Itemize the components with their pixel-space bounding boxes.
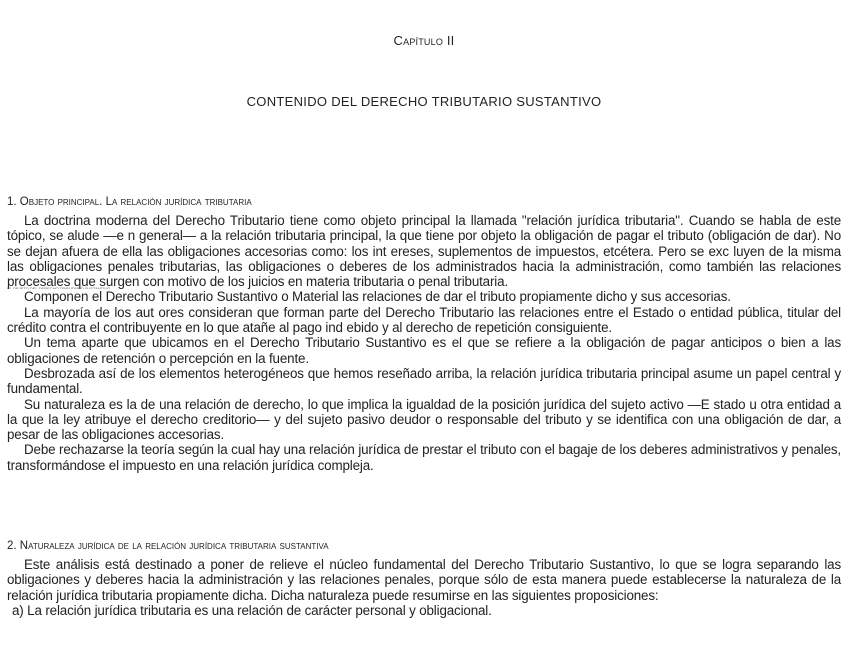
section-heading: 1. Objeto principal. La relación jurídica tributaria <box>7 196 252 208</box>
section-naturaleza-juridica <box>7 539 841 618</box>
paragraph: Su naturaleza es la de una relación de derecho, lo que implica la igualdad de la posición jurídica del sujeto activo —E stado u otra entidad a la que la ley atribuye el derecho creditorio— y del sujeto pasivo deudor o responsable del tributo y se identifica con una obligación de dar, a pesar de las obligaciones accesorias. <box>7 396 841 443</box>
paragraph: Desbrozada así de los elementos heterogéneos que hemos reseñado arriba, la relación jurídica tributaria principal asume un papel central y fundamental. <box>7 365 841 397</box>
section-objeto-principal <box>7 195 841 473</box>
paragraph: Este análisis está destinado a poner de relieve el núcleo fundamental del Derecho Tributario Sustantivo, lo que se logra separando las obligaciones y deberes hacia la administración y las relaciones penales, porque sólo de esta manera puede establecerse la naturaleza de la relación jurídica tributaria propiamente dicha. Dicha naturaleza puede resumirse en las siguientes proposiciones: <box>7 557 841 603</box>
chapter-title: CONTENIDO DEL DERECHO TRIBUTARIO SUSTANTIVO <box>246 94 602 109</box>
paragraph: La doctrina moderna del Derecho Tributario tiene como objeto principal la llamada "relación jurídica tributaria". Cuando se habla de este tópico, se alude —e n general— a la relación tributaria principal, la que tiene por objeto la obligación de pagar el tributo (obligación de dar). No se dejan afuera de ella las obligaciones accesorias como: los int ereses, suplementos de impuestos, etcétera. Pero se exc luyen de la misma las obligaciones penales tributarias, las obligaciones o deberes de los administrados hacia la administración, como también las relaciones procesales que surgen con motivo de los juicios en materia tributaria o penal tributaria. <box>7 213 841 290</box>
chapter-label: Capítulo II <box>393 33 455 48</box>
paragraph: Un tema aparte que ubicamos en el Derecho Tributario Sustantivo es el que se refiere a la obligación de pagar anticipos o bien a las obligaciones de retención o percepción en la fuente. <box>7 335 841 366</box>
paragraph: Componen el Derecho Tributario Sustantivo o Material las relaciones de dar el tributo propiamente dicho y sus accesorias. <box>24 289 731 305</box>
paragraph: La mayoría de los aut ores consideran que forman parte del Derecho Tributario las relaciones entre el Estado o entidad pública, titular del crédito contra el contribuyente en lo que atañe al pago ind ebido y al derecho de repetición consiguiente. <box>7 304 841 336</box>
section-heading: 2. Naturaleza jurídica de la relación jurídica tributaria sustantiva <box>7 540 329 552</box>
paragraph: Debe rechazarse la teoría según la cual hay una relación jurídica de prestar el tributo con el bagaje de los deberes administrativos y penales, transformándose el impuesto en una relación jurídica compleja. <box>7 442 841 473</box>
list-item: a) La relación jurídica tributaria es una relación de carácter personal y obligacional. <box>12 602 492 618</box>
